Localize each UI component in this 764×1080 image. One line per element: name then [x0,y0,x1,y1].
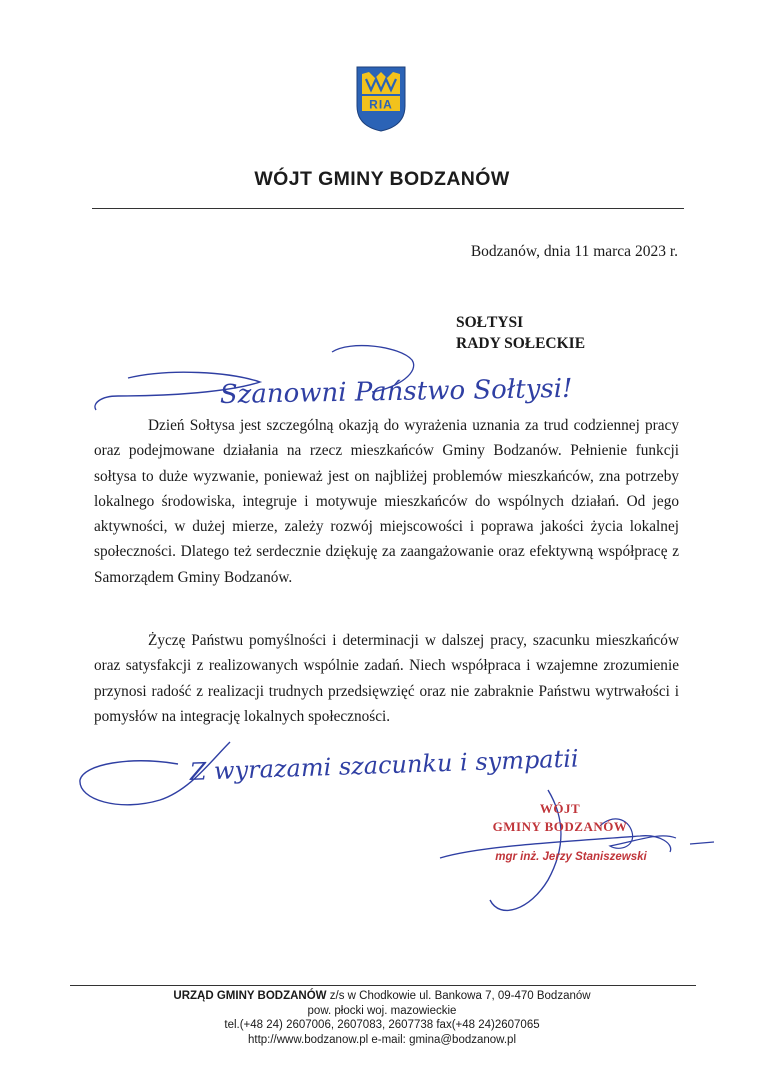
header-divider [92,208,684,209]
official-stamp [470,800,650,866]
footer-divider [70,985,696,986]
svg-text:RIA: RIA [369,97,393,112]
recipient-line-1: SOŁTYSI [456,314,524,331]
letterhead-footer [0,989,764,1047]
footer-web-email: http://www.bodzanow.pl e-mail: gmina@bodzanow.pl [247,1033,516,1046]
page-title: WÓJT GMINY BODZANÓW [254,168,510,190]
letter-date: Bodzanów, dnia 11 marca 2023 r. [470,243,678,260]
recipient-block [456,312,585,354]
footer-address-line [0,989,764,1004]
footer-org-name: URZĄD GMINY BODZANÓW [173,990,327,1002]
coat-of-arms-icon [356,66,406,132]
body-paragraph-2: Życzę Państwu pomyślności i determinacji w dalszej pracy, szacunku mieszkańców oraz satysfakcji z realizowanych wspólnie zadań. Niech współpraca i wzajemne zrozumienie przynosi radość z realizacji trudnych przedsięwzięć oraz nie zabraknie Państwu wytrwałości i pomysłów na integrację lokalnych społeczności. [94,632,679,725]
stamp-line-1: WÓJT [539,801,581,816]
salutation-handwritten: Szanowni Państwo Sołtysi! [219,373,573,410]
footer-region: pow. płocki woj. mazowieckie [307,1004,457,1017]
footer-phone: tel.(+48 24) 2607006, 2607083, 2607738 fax(+48 24)2607065 [224,1019,540,1031]
stamp-line-2: GMINY BODZANÓW [492,819,628,834]
footer-address: z/s w Chodkowie ul. Bankowa 7, 09-470 Bodzanów [329,990,591,1002]
stamp-signatory-name: mgr inż. Jerzy Staniszewski [495,851,647,863]
closing-handwritten: Z wyrazami szacunku i sympatii [189,744,580,786]
body-paragraph-1: Dzień Sołtysa jest szczególną okazją do wyrażenia uznania za trud codziennej pracy oraz podejmowane działania na rzecz mieszkańców Gminy Bodzanów. Pełnienie funkcji sołtysa to duże wyzwanie, ponieważ jest on najbliżej problemów mieszkańców, zna potrzeby lokalnego środowiska, integruje i motywuje mieszkańców do wspólnych działań. Od jego aktywności, w dużej mierze, zależy rozwój miejscowości i poprawa jakości życia lokalnej społeczności. Dlatego też serdecznie dziękuję za zaangażowanie oraz efektywną współpracę z Samorządem Gminy Bodzanów. [94,417,679,586]
recipient-line-2: RADY SOŁECKIE [456,335,586,352]
